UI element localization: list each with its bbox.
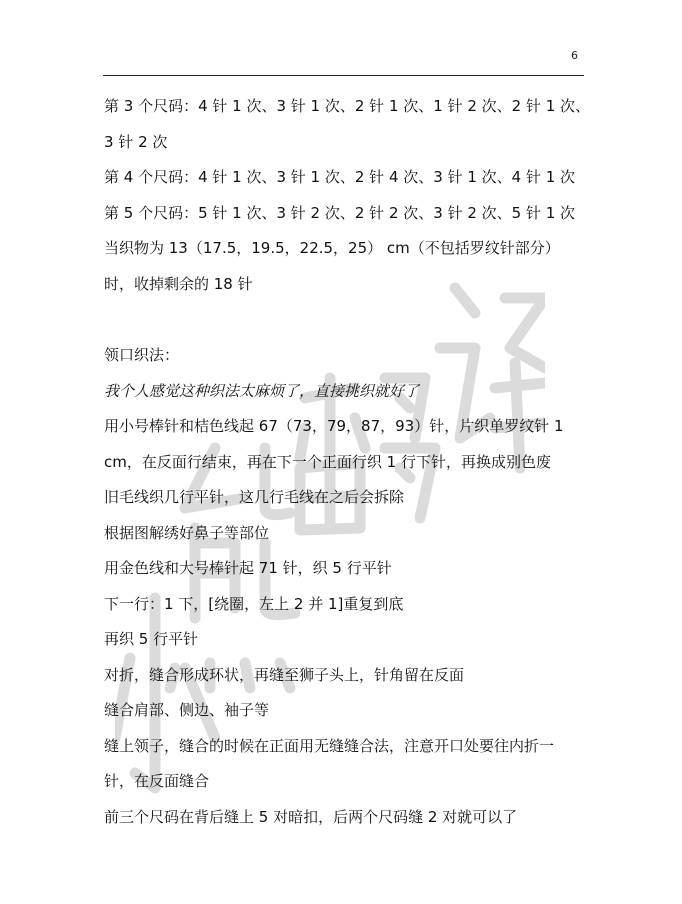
paragraph-line: 用金色线和大号棒针起 71 针，织 5 行平针 <box>104 559 392 577</box>
header-rule <box>103 75 584 76</box>
paragraph-line: 下一行：1 下，[绕圈，左上 2 并 1]重复到底 <box>104 594 404 613</box>
paragraph-line: cm，在反面行结束，再在下一个正面行织 1 行下针，再换成别色废 <box>104 452 551 471</box>
paragraph-line: 第 5 个尺码：5 针 1 次、3 针 2 次、2 针 2 次、3 针 2 次、5 针 1 次 <box>104 203 576 222</box>
paragraph-line: 第 4 个尺码：4 针 1 次、3 针 1 次、2 针 4 次、3 针 1 次、4 针 1 次 <box>104 168 576 186</box>
paragraph-line: 针，在反面缝合 <box>104 772 210 790</box>
paragraph-line: 再织 5 行平针 <box>104 630 199 648</box>
paragraph-line: 缝上领子，缝合的时候在正面用无缝缝合法，注意开口处要往内折一 <box>104 736 555 755</box>
paragraph-line: 第 3 个尺码：4 针 1 次、3 针 1 次、2 针 1 次、1 针 2 次、2 针 1 次、 <box>104 97 591 115</box>
paragraph-line: 当织物为 13（17.5，19.5，22.5，25） cm（不包括罗纹针部分） <box>104 239 560 257</box>
paragraph-line: 前三个尺码在背后缝上 5 对暗扣，后两个尺码缝 2 对就可以了 <box>104 807 518 826</box>
document-body <box>104 89 594 835</box>
paragraph-line: 时，收掉剩余的 18 针 <box>104 274 253 293</box>
paragraph-line: 3 针 2 次 <box>104 132 168 151</box>
paragraph-line: 对折，缝合形成环状，再缝至狮子头上，针角留在反面 <box>104 665 465 684</box>
section-spacer <box>104 302 594 338</box>
section-heading: 领口织法： <box>104 346 180 364</box>
translator-note: 我个人感觉这种织法太麻烦了，直接挑织就好了 <box>104 381 420 400</box>
page-number: 6 <box>571 49 578 62</box>
paragraph-line: 缝合肩部、侧边、袖子等 <box>104 701 270 719</box>
paragraph-line: 根据图解绣好鼻子等部位 <box>104 523 270 542</box>
paragraph-line: 用小号棒针和桔色线起 67（73，79，87，93）针，片织单罗纹针 1 <box>104 417 564 435</box>
paragraph-line: 旧毛线织几行平针，这几行毛线在之后会拆除 <box>104 488 405 506</box>
